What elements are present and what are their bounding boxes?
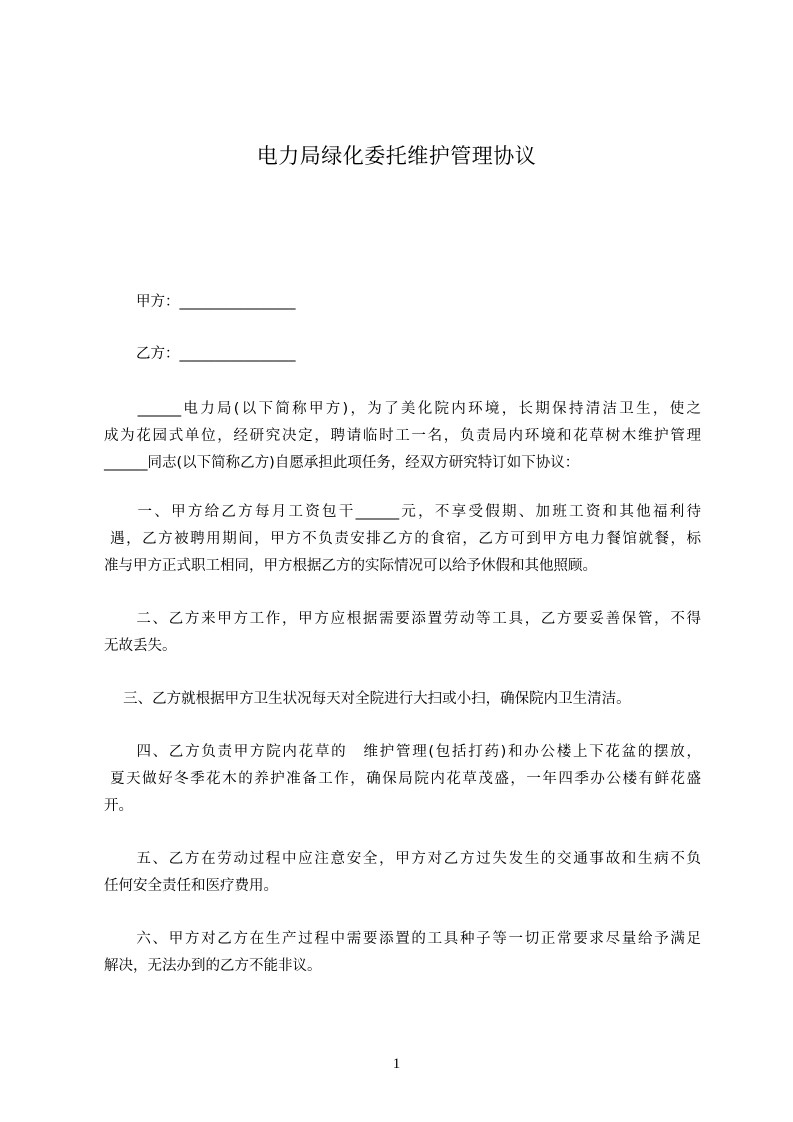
paragraph-line: 三、乙方就根据甲方卫生状况每天对全院进行大扫或小扫，确保院内卫生清洁。 <box>104 691 631 707</box>
paragraph-line: 准与甲方正式职工相同，甲方根据乙方的实际情况可以给予休假和其他照顾。 <box>104 558 597 574</box>
clause-3-paragraph <box>104 686 701 713</box>
clause-2-paragraph <box>104 606 701 660</box>
paragraph-line: 夏天做好冬季花木的养护准备工作，确保局院内花草茂盛，一年四季办公楼有鲜花盛 <box>104 771 701 787</box>
party-a-line: 甲方：________________ <box>136 294 296 310</box>
clause-1-paragraph <box>104 499 701 580</box>
clause-5-paragraph <box>104 846 701 900</box>
clause-6-paragraph <box>104 926 701 980</box>
document-title: 电力局绿化委托维护管理协议 <box>256 144 537 168</box>
clause-4-paragraph <box>104 739 701 820</box>
paragraph-line: 任何安全责任和医疗费用。 <box>104 878 278 894</box>
paragraph-line: 四、乙方负责甲方院内花草的 维护管理(包括打药)和办公楼上下花盆的摆放， <box>104 744 701 760</box>
paragraph-line: 二、乙方来甲方工作，甲方应根据需要添置劳动等工具，乙方要妥善保管，不得 <box>104 611 701 627</box>
paragraph-line: 一、甲方给乙方每月工资包干______元，不享受假期、加班工资和其他福利待 <box>104 504 701 520</box>
paragraph-line: 五、乙方在劳动过程中应注意安全，甲方对乙方过失发生的交通事故和生病不负 <box>104 851 701 867</box>
page-number: 1 <box>392 1056 401 1072</box>
paragraph-line: ______同志(以下简称乙方)自愿承担此项任务，经双方研究特订如下协议： <box>104 455 580 471</box>
paragraph-line: 解决，无法办到的乙方不能非议。 <box>104 958 322 974</box>
paragraph-line: 开。 <box>104 798 133 814</box>
paragraph-line: ______电力局(以下简称甲方)，为了美化院内环境，长期保持清洁卫生，使之 <box>104 401 701 417</box>
preamble-paragraph <box>104 396 701 477</box>
paragraph-line: 遇，乙方被聘用期间，甲方不负责安排乙方的食宿，乙方可到甲方电力餐馆就餐，标 <box>104 531 701 547</box>
paragraph-line: 六、甲方对乙方在生产过程中需要添置的工具种子等一切正常要求尽量给予满足 <box>104 931 701 947</box>
party-b-line: 乙方：________________ <box>136 346 296 362</box>
paragraph-line: 成为花园式单位，经研究决定，聘请临时工一名，负责局内环境和花草树木维护管理 <box>104 428 701 444</box>
paragraph-line: 无故丢失。 <box>104 638 177 654</box>
